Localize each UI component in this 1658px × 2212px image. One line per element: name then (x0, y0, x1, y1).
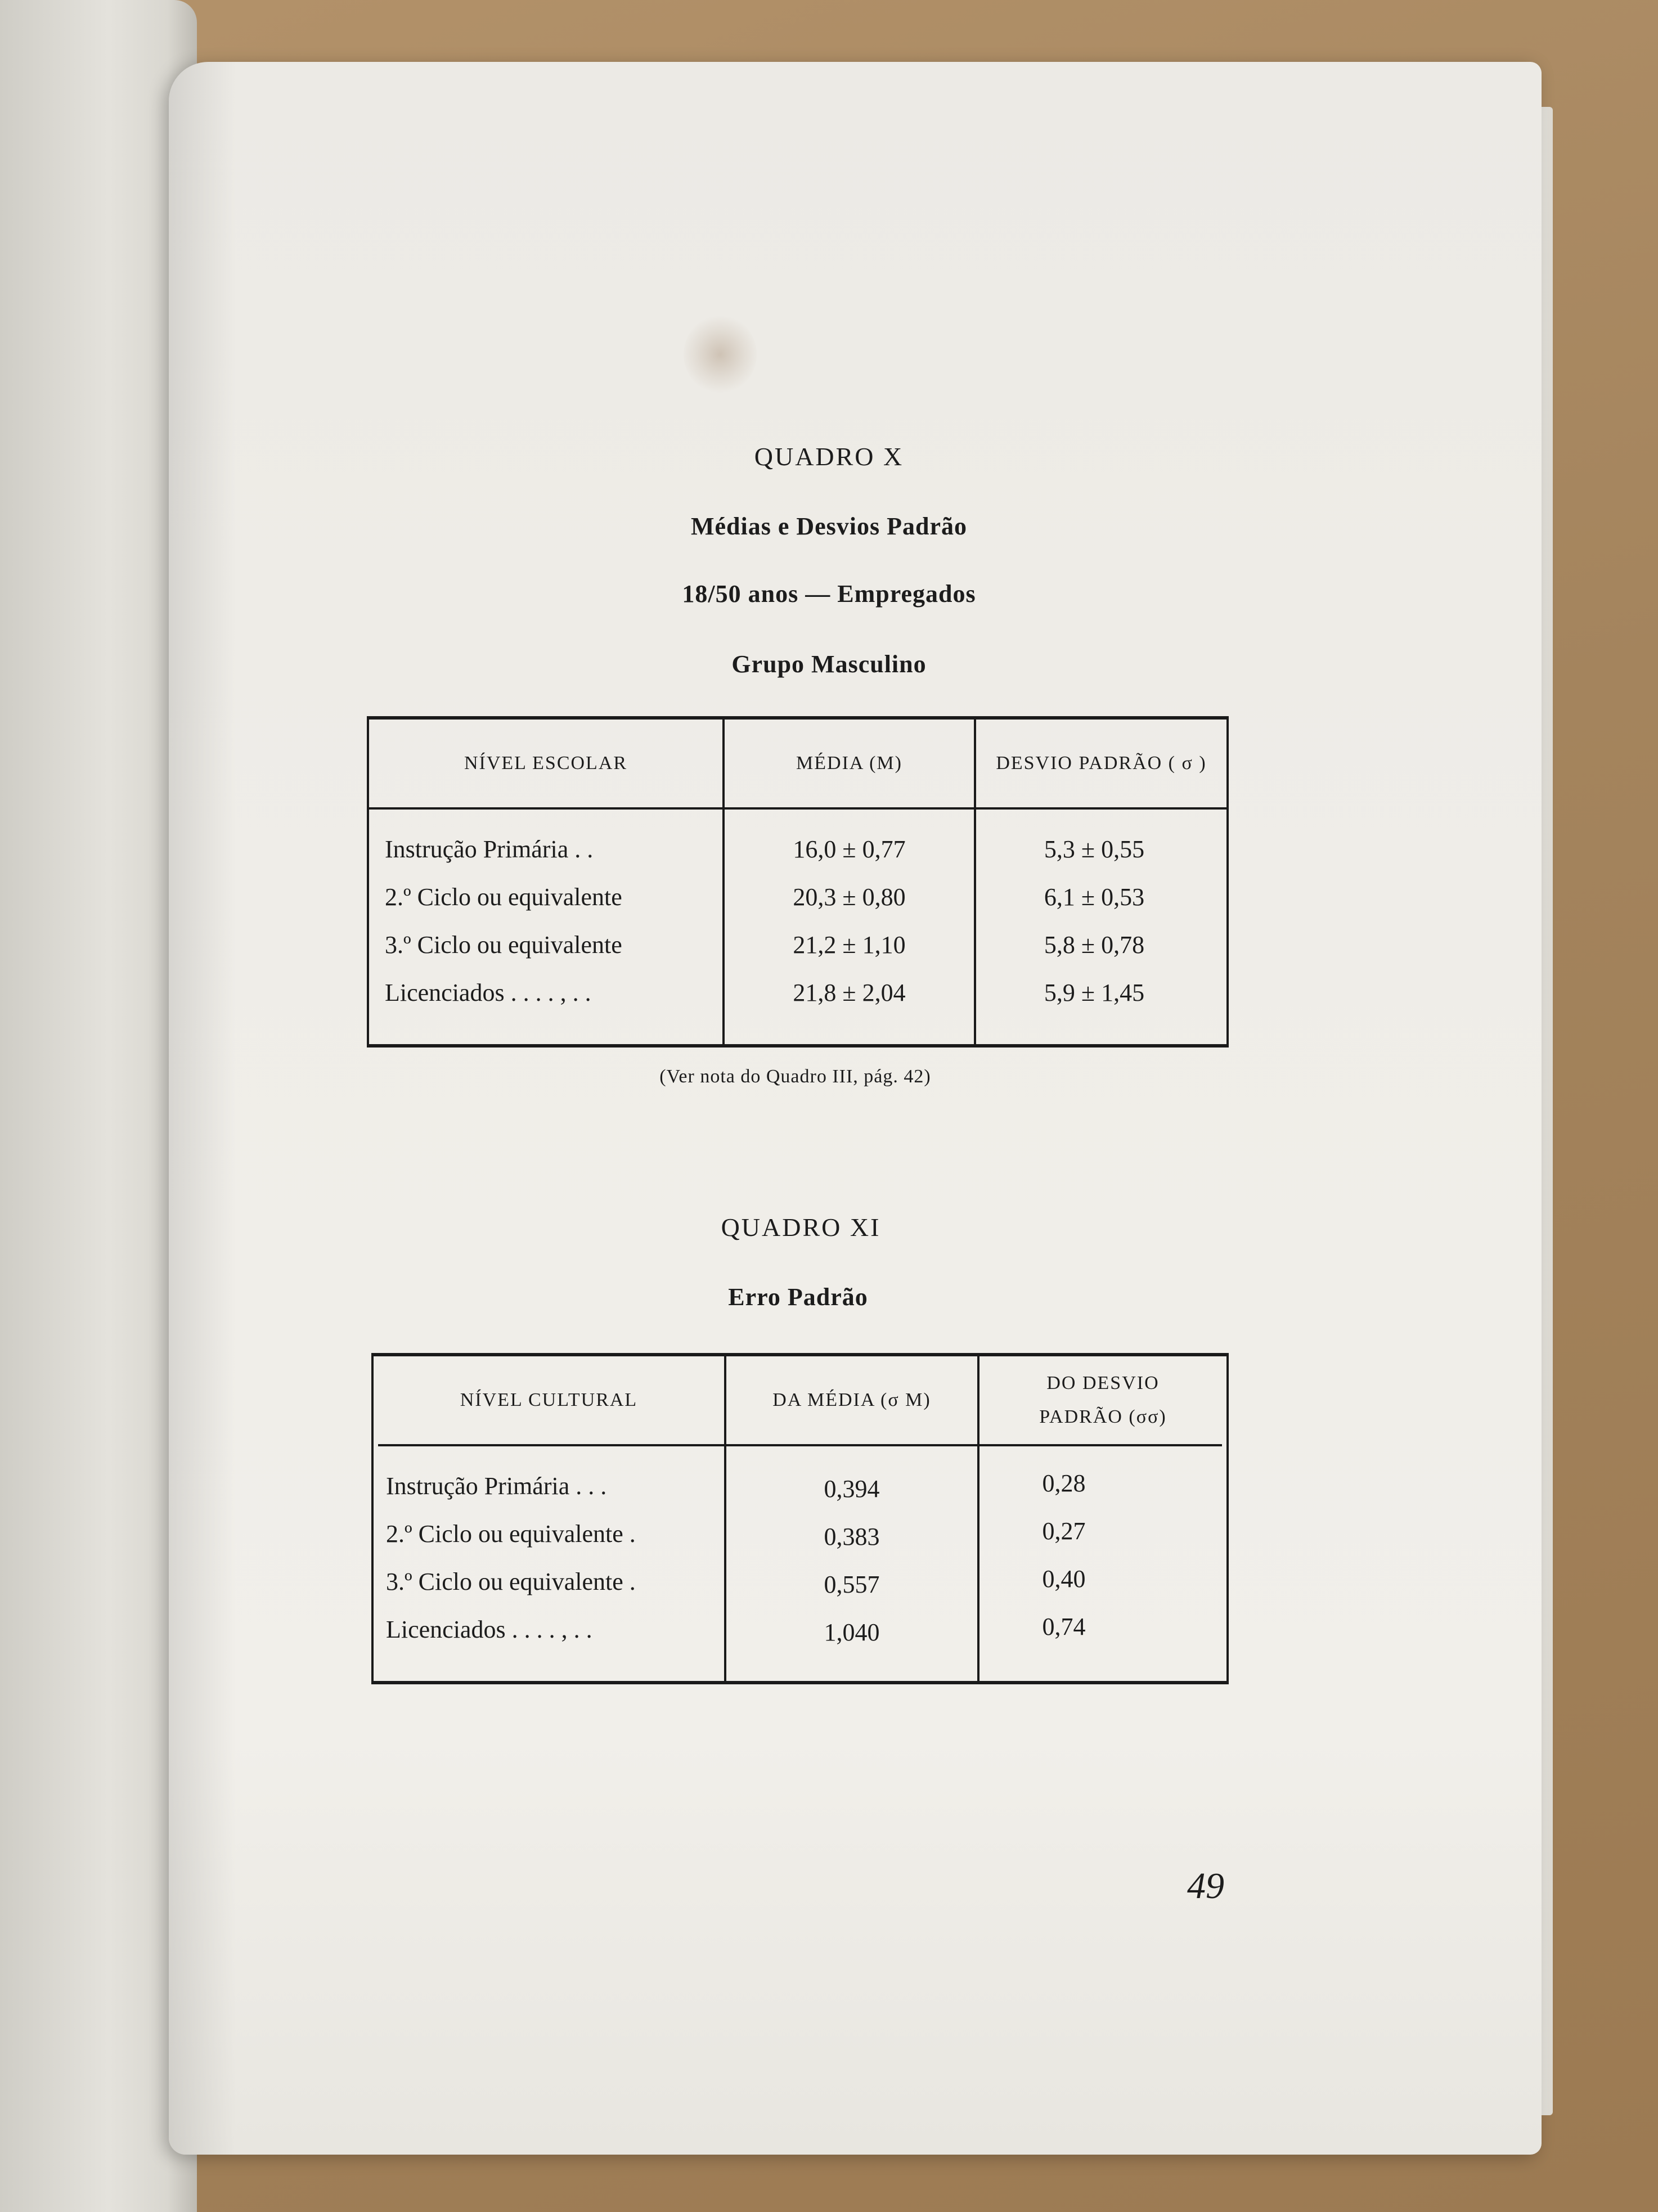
desvio-value: 5,3 ± 0,55 (1044, 835, 1145, 863)
media-value: 21,8 ± 2,04 (793, 979, 906, 1006)
mean-error-value: 0,383 (824, 1523, 880, 1550)
desvio-value: 6,1 ± 0,53 (1044, 883, 1145, 911)
row-label: Licenciados . . . . , . . (386, 1616, 592, 1643)
header-rule (378, 1444, 1222, 1446)
sd-error-value: 0,40 (1042, 1565, 1086, 1593)
quadro-x-title: Médias e Desvios Padrão (690, 512, 968, 540)
row-label: Instrução Primária . . (385, 835, 594, 863)
page-number: 49 (1187, 1865, 1224, 1907)
mean-error-value: 0,394 (824, 1475, 880, 1503)
column-header-padrao: PADRÃO (σσ) (1039, 1406, 1167, 1428)
paper-stain (684, 315, 757, 394)
mean-error-value: 1,040 (824, 1618, 880, 1646)
header-rule (369, 807, 1226, 810)
desvio-value: 5,8 ± 0,78 (1044, 931, 1145, 959)
row-label: 3.º Ciclo ou equivalente (385, 931, 622, 959)
mean-error-value: 0,557 (824, 1571, 880, 1598)
sd-error-value: 0,28 (1042, 1469, 1086, 1497)
quadro-x-label: QUADRO X (754, 442, 904, 471)
column-header-do-desvio: DO DESVIO (1046, 1373, 1160, 1394)
quadro-x-note: (Ver nota do Quadro III, pág. 42) (659, 1066, 931, 1087)
sd-error-value: 0,27 (1042, 1517, 1086, 1545)
row-label: 2.º Ciclo ou equivalente . (386, 1520, 636, 1548)
quadro-x-group: Grupo Masculino (731, 650, 927, 678)
quadro-x-table (367, 716, 1229, 1047)
row-label: Licenciados . . . . , . . (385, 979, 591, 1006)
quadro-xi-title: Erro Padrão (728, 1283, 868, 1311)
media-value: 21,2 ± 1,10 (793, 931, 906, 959)
row-label: Instrução Primária . . . (386, 1472, 607, 1500)
column-header-media: MÉDIA (M) (796, 753, 902, 774)
row-label: 3.º Ciclo ou equivalente . (386, 1568, 636, 1595)
facing-page (0, 0, 197, 2212)
column-header-da-media: DA MÉDIA (σ M) (772, 1390, 931, 1411)
quadro-xi-table (371, 1353, 1229, 1684)
gutter-shadow (169, 62, 236, 2155)
media-value: 20,3 ± 0,80 (793, 883, 906, 911)
quadro-x-subtitle: 18/50 anos — Empregados (682, 580, 976, 608)
row-label: 2.º Ciclo ou equivalente (385, 883, 622, 911)
column-header-nivel-cultural: NÍVEL CULTURAL (460, 1390, 638, 1411)
sd-error-value: 0,74 (1042, 1613, 1086, 1640)
column-header-desvio: DESVIO PADRÃO ( σ ) (996, 753, 1207, 774)
quadro-xi-label: QUADRO XI (721, 1213, 881, 1242)
desvio-value: 5,9 ± 1,45 (1044, 979, 1145, 1006)
column-header-nivel: NÍVEL ESCOLAR (464, 753, 628, 774)
media-value: 16,0 ± 0,77 (793, 835, 906, 863)
book-page (169, 62, 1542, 2155)
